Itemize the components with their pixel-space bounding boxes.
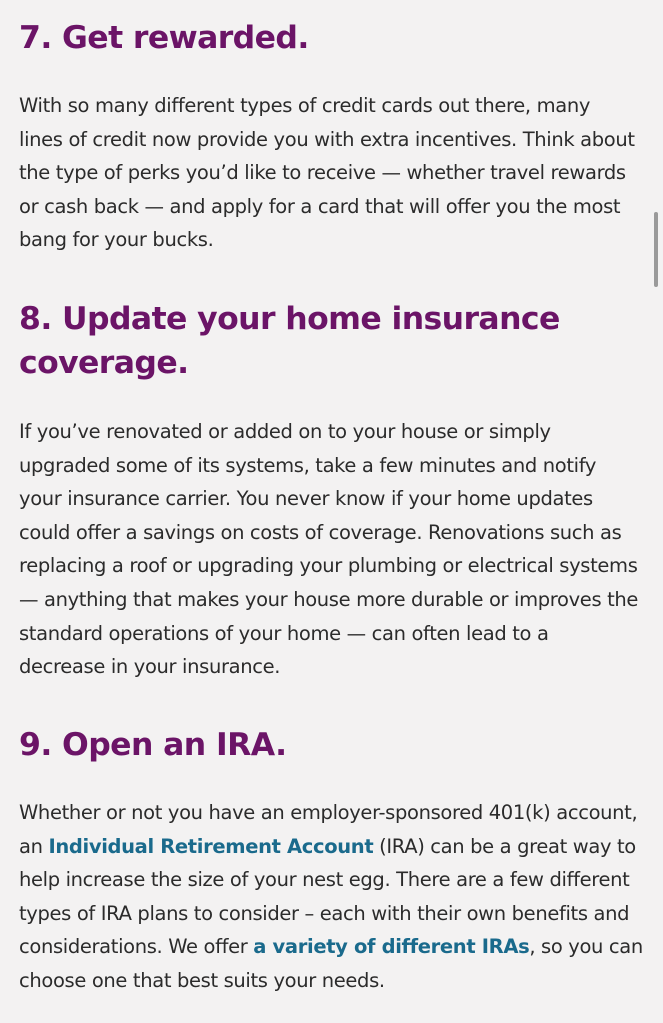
section-heading-get-rewarded: 7. Get rewarded.	[19, 20, 309, 56]
section-body-get-rewarded: With so many different types of credit cards out there, many lines of credit now provide you with extra incentives. Think about the type of perks you’d like to receive — whether travel rewards or cash back — and apply for a card that will offer you the most bang for your bucks.	[19, 94, 635, 252]
ira-body-text-3: , so you can choose one that best suits your needs.	[19, 935, 643, 992]
section-body-home-insurance: If you’ve renovated or added on to your house or simply upgraded some of its systems, take a few minutes and notify your insurance carrier. You never know if your home updates could offer a savings on costs of coverage. Renovations such as replacing a roof or upgrading your plumbing or electrical systems — anything that makes your house more durable or improves the standard operations of your home — can often lead to a decrease in your insurance.	[19, 420, 639, 679]
variety-of-iras-link[interactable]: a variety of different IRAs	[253, 935, 530, 959]
scrollbar-thumb[interactable]	[654, 212, 658, 287]
section-heading-home-insurance: 8. Update your home insurance coverage.	[19, 301, 560, 381]
ira-body-text-2: (IRA) can be a great way to help increase the size of your nest egg. There are a few different types of IRA plans to consider – each with their own benefits and considerations. We offer	[19, 834, 636, 959]
ira-body-text-1: Whether or not you have an employer-sponsored 401(k) account, an	[19, 801, 638, 858]
individual-retirement-account-link[interactable]: Individual Retirement Account	[48, 834, 374, 858]
section-body-open-ira	[19, 796, 645, 998]
section-heading-open-ira: 9. Open an IRA.	[19, 727, 287, 763]
